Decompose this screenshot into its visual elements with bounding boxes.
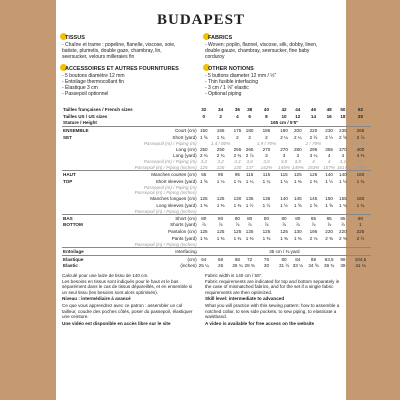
table-cell: 1 ⅝ (199, 178, 208, 184)
learn-note-fr: Ce que vous apprendrez avec ce patron : assembler un col tailleur, coudre des poches côtés, poser du passepoil, élastiquer une ceinture. (62, 303, 193, 320)
table-cell: 36 ¾ (324, 263, 335, 269)
table-cell: 12 (295, 113, 301, 119)
row-label (62, 235, 134, 242)
row-label: BOTTOM (63, 222, 83, 228)
table-cell: 125 (233, 229, 242, 235)
row-label: HAUT (62, 170, 134, 177)
table-cell: 1 ½ (325, 178, 333, 184)
table-cell: 68 (231, 255, 243, 262)
row-label: Entoilage (62, 248, 134, 256)
table-cell: 137 (245, 164, 254, 170)
table-cell: 25 ¼ (198, 263, 209, 269)
table-cell: 1 ¼ (262, 178, 271, 184)
table-cell: 36 (234, 106, 240, 112)
row-sublabel: Passepoil (in) / Piping (inches) (134, 164, 197, 170)
table-cell: 84 (291, 255, 305, 262)
row-sublabel: Passepoil (m) / Piping (m) (143, 184, 197, 190)
row-label: BAS (62, 214, 134, 221)
table-cell: 115 (256, 170, 277, 177)
table-cell: 160 (350, 170, 371, 177)
table-cell: 2 ¼ (293, 134, 302, 140)
table-cell: 1 ½ (280, 202, 288, 208)
table-cell: ⅞ (295, 222, 300, 228)
row-sublabel: (cm) (134, 255, 198, 262)
table-cell: 1 ⅝ (199, 134, 208, 140)
row-sublabel: (inches) (180, 263, 197, 269)
table-cell: 32 (201, 106, 207, 112)
table-row (62, 106, 371, 113)
table-cell: 4 ⅜ (356, 153, 365, 159)
row-label: ENSEMBLE (62, 127, 134, 134)
table-cell: 42 (281, 106, 287, 112)
table-cell: ⅞ (282, 222, 286, 228)
table-cell: 3,6 (246, 159, 253, 165)
table-cell: ⅞ (264, 222, 269, 228)
table-cell: 125 (199, 164, 208, 170)
table-cell: 1 ⅝ (325, 202, 333, 208)
table-cell: 90 (350, 214, 371, 221)
table-cell: 4 (312, 159, 315, 165)
table-cell: 33 ⅛ (292, 263, 303, 269)
table-cell: 125 (199, 229, 208, 235)
row-sublabel: Passepoil (in) / Piping (inches) (134, 208, 197, 214)
table-cell: 1 ⅜ (293, 178, 302, 184)
table-cell: 1 ½ (245, 202, 254, 208)
table-cell: 175 (231, 127, 243, 134)
table-cell: 200 (291, 127, 305, 134)
table-cell: 2 (265, 134, 268, 140)
table-cell: 3 ¼ (309, 153, 318, 159)
table-cell: 125 (245, 229, 254, 235)
table-cell: ⅞ (218, 222, 223, 228)
table-cell: 80 (277, 255, 291, 262)
video-note-en: A video is available for free access on the website (205, 320, 315, 326)
table-cell: 41 ⅛ (355, 263, 366, 269)
table-cell: 3,8 (280, 159, 288, 165)
table-cell: 1 ⅜ (199, 202, 208, 208)
table-cell: 130 (233, 195, 242, 201)
table-cell: 2 ⅛ (309, 235, 318, 241)
table-cell: 2 ½ (325, 134, 333, 140)
table-cell: 80 (256, 214, 277, 221)
row-label: Elastic (63, 263, 78, 269)
table-cell: 85 (305, 214, 323, 221)
table-cell: 165% (354, 164, 367, 170)
table-cell: ⅞ (201, 222, 206, 228)
table-cell: 135 (245, 195, 254, 201)
table-cell: 26 (218, 263, 224, 269)
table-cell: 149% (291, 164, 304, 170)
table-cell: 1 ⅜ (245, 235, 254, 241)
skill-level-fr: Niveau : intermédiaire à avancé (62, 296, 131, 302)
table-cell: ⅞ (235, 222, 240, 228)
table-cell: 4 (327, 153, 331, 159)
table-cell: 4 (327, 159, 331, 165)
table-row (62, 153, 371, 160)
table-cell: 1 ½ (339, 178, 347, 184)
table-cell: 130 (233, 164, 242, 170)
row-sublabel: Long (yard) (173, 153, 197, 159)
fabric-requirements-table (62, 106, 371, 269)
fabrics-heading-fr: TISSUS (62, 35, 88, 41)
learn-note-en: What you will practice with this sewing pattern: how to assemble a notched collar, to sew side pockets, to sew piping, to elasticate a waistband. (205, 303, 340, 320)
table-cell: 161% (337, 164, 349, 170)
fabric-width-note-fr: Calculé pour une laize de tissu de 140 cm. Les besoins en tissus sont indiqués pour le haut et le bas séparément dans le cas de tissus dépareillés, et en ensemble si un seul tissu (les besoins sont alors optimisés). (62, 273, 193, 295)
table-cell: 145 (293, 195, 302, 201)
row-sublabel: Long sleeves (yard) (156, 202, 197, 208)
table-cell: 4 (236, 113, 239, 119)
table-cell: 1,4 / 80% (210, 140, 231, 146)
table-cell: 2 ¾ (216, 153, 225, 159)
table-cell: 265 (350, 127, 371, 134)
table-row (62, 127, 371, 134)
row-label: Tailles US / US sizes (63, 113, 108, 119)
table-cell: 3,2 (217, 159, 224, 165)
table-cell: 50 (340, 106, 346, 112)
table-cell: 125 (199, 195, 208, 201)
table-cell: 99 (336, 255, 350, 262)
fabrics-heading-en: FABRICS (205, 35, 235, 41)
table-cell: 2 ½ (309, 134, 318, 140)
table-cell: 31 ½ (278, 263, 290, 269)
table-cell: 30 (263, 263, 270, 269)
table-cell: 2 (219, 113, 222, 119)
table-cell: 125 (305, 170, 323, 177)
table-row (62, 195, 371, 202)
table-cell: 185 (256, 127, 277, 134)
row-label (62, 195, 134, 202)
table-cell: 1 ⅜ (280, 235, 288, 241)
row-sublabel: Pantalon (cm) (168, 229, 197, 235)
table-cell: 1 ½ (262, 202, 271, 208)
table-cell: 85 (336, 214, 350, 221)
table-cell: 155 (210, 127, 231, 134)
table-cell: 155 (339, 195, 347, 201)
table-cell: 1 ¾ (356, 202, 365, 208)
table-row (62, 228, 371, 235)
table-cell: 38 (247, 106, 253, 112)
table-cell: 3,2 (200, 159, 207, 165)
table-cell: 28 ⅜ (244, 263, 255, 269)
table-cell: 44 (295, 106, 301, 112)
table-cell: 18 (340, 113, 346, 119)
table-cell: 115 (244, 170, 256, 177)
fabric-width-note-en: Fabric width is 140 cm / 55". Fabric requirements are indicated for top and bottom separately in the case of mismatched fabrics, and for the set if a single fabric requirements are then optimized. (205, 273, 340, 295)
table-cell: 20 (357, 113, 364, 119)
table-cell: 2 ¼ (280, 134, 288, 140)
table-cell: 2 ⅞ (356, 134, 365, 140)
row-sublabel: Manches courtes (cm) (134, 170, 198, 177)
table-cell: 1,9 / 70% (256, 140, 277, 146)
row-sublabel: Manches longues (cm) (150, 195, 197, 201)
table-cell: 2 (236, 134, 239, 140)
row-sublabel: Pants (yard) (171, 235, 197, 241)
table-cell: 1 ¾ (216, 134, 225, 140)
table-cell: 4 (341, 153, 345, 159)
fabrics-list-fr: - Chaîne et trame : popeline, flanelle, viscose, soie, batiste, plumetis, double gaze, chambray, lin, seersucker, velours milleraies fin (62, 42, 176, 60)
table-cell: 3 (265, 153, 268, 159)
table-cell: 1 ⅜ (199, 235, 208, 241)
table-cell: 250 (199, 146, 208, 152)
row-label: Tailles françaises / French sizes (63, 106, 133, 112)
table-cell: 1 ⅜ (262, 235, 271, 241)
table-cell: 6 (248, 113, 251, 119)
table-cell: 135 (262, 195, 271, 201)
table-cell: 1 ⅜ (309, 178, 318, 184)
table-cell: 3,3 (234, 159, 241, 165)
table-cell: 10 (281, 113, 287, 119)
fabrics-list-en: - Woven: poplin, flannel, viscose, silk, dobby, linen, double gauze, chambray, seersucker, fine baby corduroy (205, 42, 318, 60)
table-cell: 220 (339, 229, 347, 235)
table-cell: 157% (323, 164, 335, 170)
table-cell: 125 (291, 170, 305, 177)
table-row (62, 119, 371, 126)
table-cell: 1 ⅛ (233, 178, 242, 184)
french-column (62, 35, 197, 103)
table-cell: 270 (262, 146, 271, 152)
row-sublabel: Court (cm) (134, 127, 198, 134)
table-cell: 95 (210, 170, 231, 177)
notions-list-en: - 5 buttons diameter 12 mm / ½" - Thin fusible interfacing - 3 cm / 1 ⅛" elastic - Optional piping (205, 73, 277, 97)
table-cell: 95 (231, 170, 243, 177)
table-cell: 52 (357, 106, 364, 112)
table-cell: 153% (307, 164, 320, 170)
table-cell: 142% (260, 164, 273, 170)
table-cell: 2 ¾ (233, 153, 242, 159)
table-cell: ⅞ (311, 222, 316, 228)
table-cell: 39 (340, 263, 346, 269)
table-cell: 140 (322, 170, 336, 177)
table-cell: 125 (280, 229, 288, 235)
table-cell: 80 (277, 214, 291, 221)
table-cell: 140 (336, 170, 350, 177)
table-cell: 0 (202, 113, 206, 119)
pattern-title: BUDAPEST (156, 12, 246, 28)
table-cell: 1 ¾ (339, 202, 347, 208)
table-cell: 48 (326, 106, 332, 112)
table-cell: 1 ⅜ (216, 202, 225, 208)
table-cell: 2,1 / 82% (350, 140, 371, 146)
row-label: TOP (63, 178, 73, 184)
table-cell: 1 (359, 222, 362, 228)
table-cell: 235 (336, 127, 350, 134)
row-sublabel: Passepoil (m) / Piping (m) (143, 140, 197, 146)
table-row (62, 113, 371, 120)
table-cell: 104,5 (350, 255, 371, 262)
table-cell: 126 (216, 164, 225, 170)
table-row (62, 235, 371, 242)
notes-section (62, 273, 340, 327)
notions-list-fr: - 5 boutons diamètre 12 mm - Entoilage thermocollant fin - Élastique 3 cm - Passepoil optionnel (62, 73, 125, 97)
table-cell: 80 (244, 214, 256, 221)
skill-level-en: Skill level: intermediate to advanced (205, 296, 285, 302)
table-cell: 145 (309, 195, 318, 201)
table-cell: 1 ⅜ (293, 235, 302, 241)
table-cell: 145% (278, 164, 290, 170)
table-cell: 80 (291, 214, 305, 221)
table-cell: 1 ⅜ (216, 235, 225, 241)
row-sublabel: Interfacing (134, 248, 198, 256)
row-sublabel: Short (cm) (134, 214, 198, 221)
table-cell: 125 (216, 229, 225, 235)
row-label: Stature / Height (63, 120, 97, 126)
table-row (62, 214, 371, 221)
table-cell: 195 (309, 229, 318, 235)
row-sublabel: Short sleeves (yard) (155, 178, 197, 184)
row-sublabel: Passepoil (in) / Piping (inches) (134, 189, 197, 195)
row-sublabel (134, 119, 198, 126)
table-cell: 1 ⅜ (233, 235, 242, 241)
row-label (62, 146, 134, 153)
table-cell: 35 cm / ⅜ yard (198, 248, 372, 256)
table-cell: 2 ⅜ (325, 235, 333, 241)
table-cell: 140 (280, 195, 288, 201)
pattern-sheet (56, 0, 371, 400)
table-cell: 85 (322, 214, 336, 221)
table-cell: 4,1 (339, 159, 347, 165)
table-cell: 16 (326, 113, 332, 119)
row-sublabel (134, 113, 198, 120)
table-cell: 1 ¼ (245, 178, 254, 184)
table-row (62, 248, 371, 256)
english-column (205, 35, 340, 103)
table-cell: 400 (356, 146, 365, 152)
table-cell: 1 ¼ (280, 178, 288, 184)
table-cell: 80 (210, 214, 231, 221)
table-cell: 280 (293, 146, 302, 152)
table-cell: 80 (231, 214, 243, 221)
table-row (62, 222, 371, 229)
notes-fr (62, 273, 197, 327)
table-cell: 34 (218, 106, 224, 112)
table-cell: 8 (265, 113, 268, 119)
table-cell: 2 ½ (356, 235, 365, 241)
table-cell: 46 (310, 106, 317, 112)
table-cell: 3,6 (263, 159, 270, 165)
table-row (62, 178, 371, 185)
table-cell: 265 (245, 146, 254, 152)
table-cell: 220 (305, 127, 323, 134)
table-cell: 115 (277, 170, 291, 177)
row-sublabel: Passepoil (m) / Piping (m) (143, 159, 197, 165)
table-cell: 2 / 78% (305, 140, 322, 146)
table-cell: 1 ⅝ (293, 202, 302, 208)
row-label: SET (63, 134, 72, 140)
table-cell: 72 (244, 255, 256, 262)
table-cell: 14 (310, 113, 317, 119)
table-cell: 190 (277, 127, 291, 134)
table-cell: 3 (282, 153, 286, 159)
table-cell: 125 (216, 195, 225, 201)
row-sublabel: Short (yard) (172, 134, 197, 140)
table-cell: 3,8 (294, 159, 301, 165)
table-cell: 2 (248, 134, 251, 140)
row-label (62, 202, 134, 209)
table-row (62, 262, 371, 269)
table-cell: 255 (233, 146, 242, 152)
table-cell: 230 (322, 127, 336, 134)
table-cell: 1 ⅛ (216, 178, 225, 184)
notions-heading-en: OTHER NOTIONS (205, 66, 257, 72)
table-cell: 2 ⅝ (339, 134, 347, 140)
table-cell: 3 (296, 153, 300, 159)
table-cell: 1 ⅜ (233, 202, 242, 208)
table-cell: 66 (210, 255, 231, 262)
table-cell: 365 (325, 146, 333, 152)
table-cell: 370 (339, 146, 347, 152)
row-sublabel (134, 106, 198, 113)
table-cell: 4,2 (357, 159, 364, 165)
table-cell: 295 (309, 146, 318, 152)
table-cell: ⅞ (327, 222, 332, 228)
table-row (62, 202, 371, 209)
video-note-fr: Une vidéo est disponible en accès libre sur le site (62, 320, 171, 326)
table-cell: 250 (216, 146, 225, 152)
row-label: Elastique (62, 255, 134, 262)
table-cell: 130 (293, 229, 302, 235)
table-cell: 150 (198, 127, 210, 134)
table-cell: 93,5 (322, 255, 336, 262)
row-label (62, 153, 134, 160)
table-cell: 160 (356, 195, 365, 201)
row-sublabel: Shorts (yard) (170, 222, 197, 228)
table-cell: 55 (198, 170, 210, 177)
table-cell: 26 ¾ (232, 263, 243, 269)
table-cell: 76 (256, 255, 277, 262)
table-cell: 2 ⅜ (339, 235, 347, 241)
notions-heading-fr: ACCESSOIRES ET AUTRES FOURNITURES (62, 66, 182, 72)
table-cell: ⅞ (340, 222, 345, 228)
table-cell: 180 (244, 127, 256, 134)
row-label (62, 228, 134, 235)
requirements-columns (62, 35, 340, 103)
table-cell: 125 (262, 229, 271, 235)
row-sublabel: Long (cm) (175, 146, 197, 152)
table-cell: 64 (198, 255, 210, 262)
table-cell: 2 ⅞ (245, 153, 254, 159)
table-cell: 88 (305, 255, 323, 262)
table-cell: 34 ⅝ (308, 263, 319, 269)
table-cell: 1 ⅝ (309, 202, 318, 208)
table-cell: 165 cm / 5'5" (270, 120, 299, 126)
table-row (62, 134, 371, 141)
table-row (62, 170, 371, 177)
table-cell: 270 (280, 146, 288, 152)
table-cell: 225 (356, 229, 365, 235)
table-cell: 2 ¾ (199, 153, 208, 159)
table-cell: 80 (198, 214, 210, 221)
table-row (62, 146, 371, 153)
notes-en (205, 273, 340, 327)
table-cell: ⅞ (247, 222, 252, 228)
table-cell: 1 ¾ (356, 178, 365, 184)
table-cell: 220 (325, 229, 333, 235)
table-cell: 40 (263, 106, 270, 112)
row-sublabel: Passepoil (in) / Piping (inches) (134, 241, 197, 247)
table-row (62, 255, 371, 262)
table-cell: 150 (325, 195, 333, 201)
